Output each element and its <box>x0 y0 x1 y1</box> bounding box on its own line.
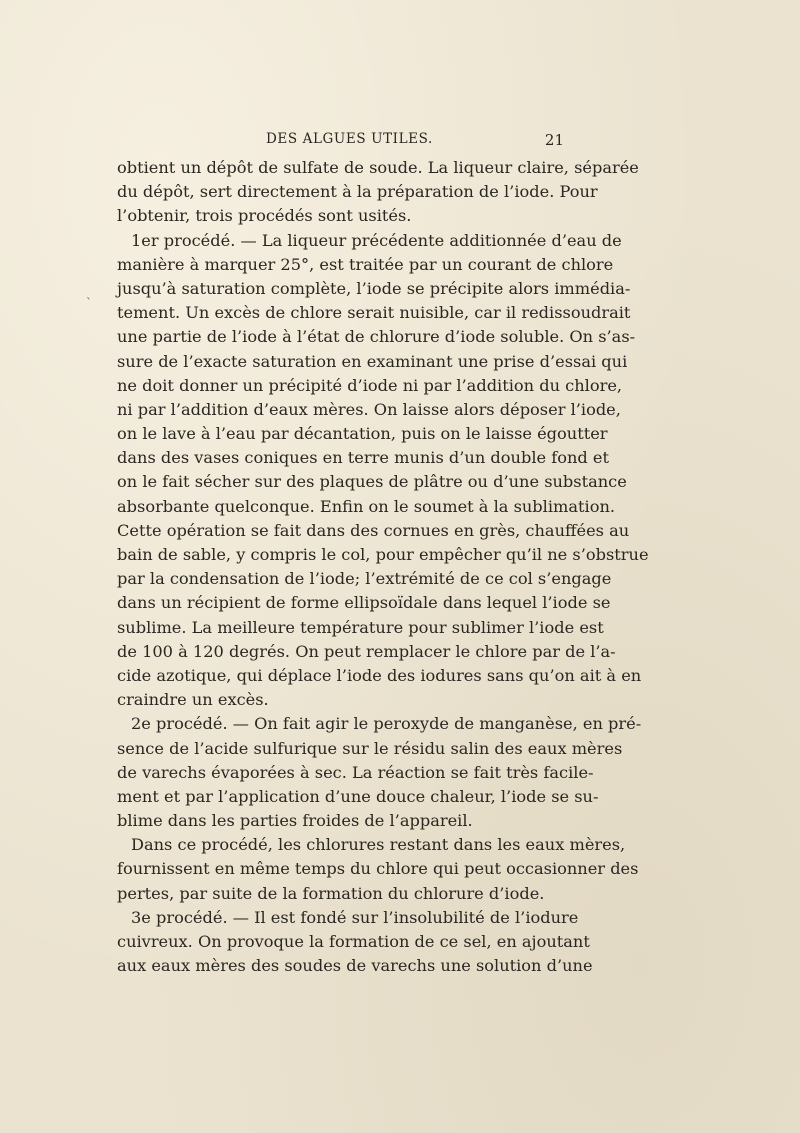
text-line: pertes, par suite de la formation du chlorure d’iode. <box>117 883 545 903</box>
text-line: cuivreux. On provoque la formation de ce sel, en ajoutant <box>117 932 590 951</box>
text-line: sublime. La meilleure température pour sublimer l’iode est <box>117 617 604 637</box>
text-line: cide azotique, qui déplace l’iode des iodures sans qu’on ait à en <box>117 665 642 685</box>
text-line: dans des vases coniques en terre munis d’un double fond et <box>117 448 609 468</box>
text-line: on le fait sécher sur des plaques de plâtre ou d’une substance <box>117 472 627 492</box>
text-line: obtient un dépôt de sulfate de soude. La liqueur claire, séparée <box>117 158 639 177</box>
text-line: manière à marquer 25°, est traitée par un courant de chlore <box>117 254 614 274</box>
text-line: ment et par l’application d’une douce chaleur, l’iode se su- <box>117 786 599 806</box>
text-line: tement. Un excès de chlore serait nuisible, car il redissoudrait <box>117 303 631 323</box>
text-line: absorbante quelconque. Enfin on le soumet à la sublimation. <box>117 496 616 516</box>
text-line: sence de l’acide sulfurique sur le résidu salin des eaux mères <box>117 738 623 758</box>
text-line: blime dans les parties froides de l’appareil. <box>117 811 473 831</box>
text-line: 1er procédé. — La liqueur précédente additionnée d’eau de <box>131 230 622 250</box>
text-line: ne doit donner un précipité d’iode ni par l’addition du chlore, <box>117 375 623 395</box>
text-line: fournissent en même temps du chlore qui peut occasionner des <box>117 859 639 879</box>
text-line: une partie de l’iode à l’état de chlorure d’iode soluble. On s’as- <box>117 327 636 347</box>
text-line: sure de l’exacte saturation en examinant une prise d’essai qui <box>117 351 628 371</box>
text-line: 2e procédé. — On fait agir le peroxyde de manganèse, en pré- <box>131 714 642 734</box>
text-line: de varechs évaporées à sec. La réaction se fait très facile- <box>117 762 594 782</box>
page-header <box>118 131 564 151</box>
text-line: jusqu’à saturation complète, l’iode se précipite alors immédia- <box>117 278 631 298</box>
text-line: par la condensation de l’iode; l’extrémité de ce col s’engage <box>117 569 612 589</box>
margin-mark: ` <box>86 296 92 310</box>
text-line: l’obtenir, trois procédés sont usités. <box>117 206 412 226</box>
running-head: DES ALGUES UTILES. <box>266 131 433 147</box>
text-line: 3e procédé. — Il est fondé sur l’insolubilité de l’iodure <box>131 907 579 927</box>
text-line: aux eaux mères des soudes de varechs une solution d’une <box>117 956 593 976</box>
text-line: Dans ce procédé, les chlorures restant dans les eaux mères, <box>131 835 626 855</box>
text-line: ni par l’addition d’eaux mères. On laisse alors déposer l’iode, <box>117 399 621 419</box>
text-line: du dépôt, sert directement à la préparation de l’iode. Pour <box>117 182 598 202</box>
text-line: bain de sable, y compris le col, pour empêcher qu’il ne s’obstrue <box>117 545 649 564</box>
body-text <box>117 156 649 978</box>
text-line: craindre un excès. <box>117 690 269 710</box>
text-line: de 100 à 120 degrés. On peut remplacer le chlore par de l’a- <box>117 641 616 661</box>
text-line: on le lave à l’eau par décantation, puis on le laisse égoutter <box>117 424 608 444</box>
text-line: Cette opération se fait dans des cornues en grès, chauffées au <box>117 520 630 540</box>
page-number: 21 <box>544 131 564 149</box>
text-line: dans un récipient de forme ellipsoïdale dans lequel l’iode se <box>117 593 611 613</box>
